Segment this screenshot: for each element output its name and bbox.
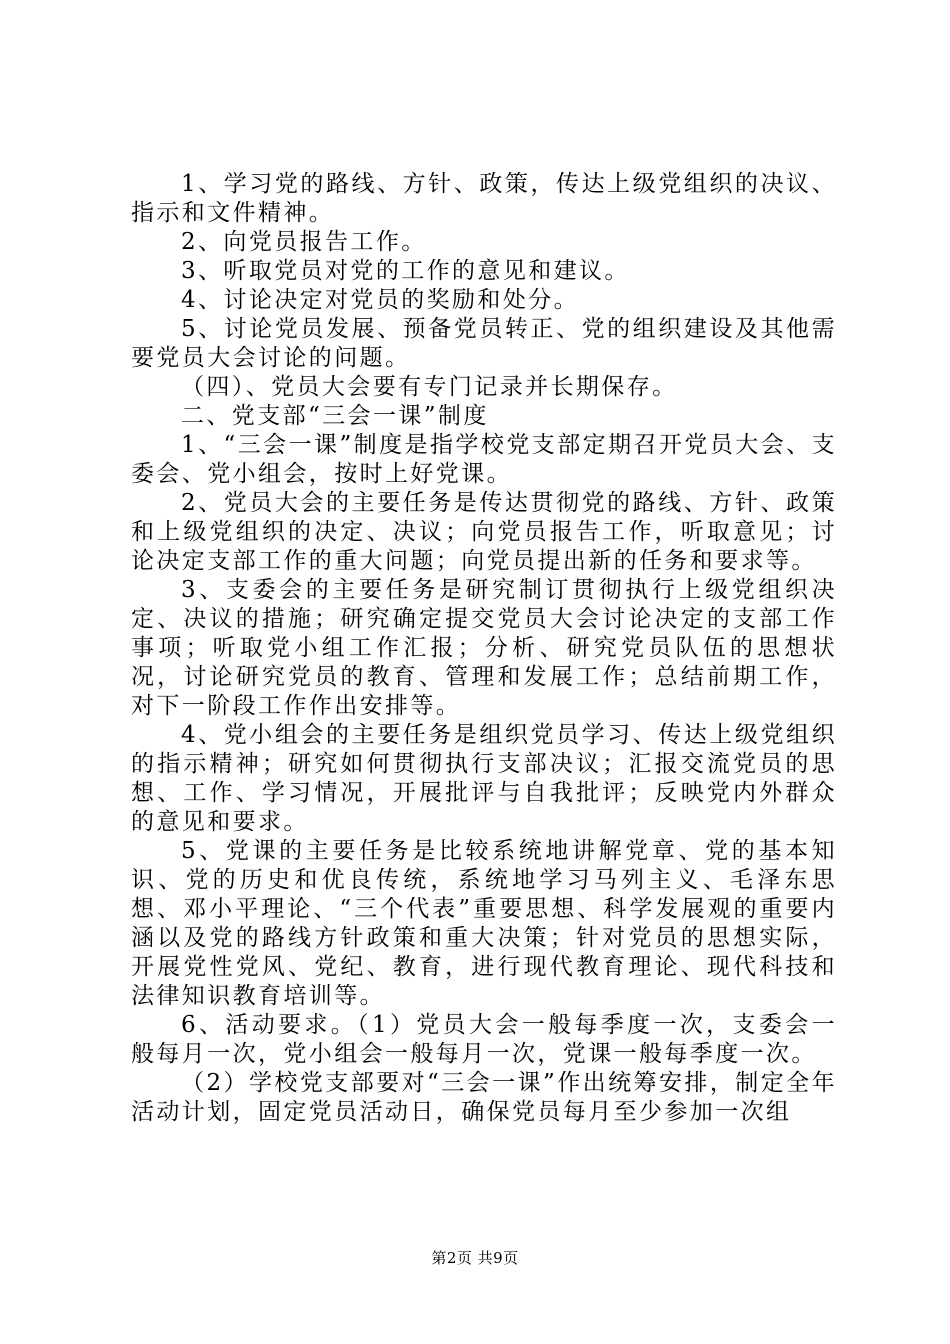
paragraph-11: 5、党课的主要任务是比较系统地讲解党章、党的基本知识、党的历史和优良传统，系统地学习马列主义、毛泽东思想、邓小平理论、“三个代表”重要思想、科学发展观的重要内涵以及党的路线方针政策和重大决策；针对党员的思想实际，开展党性党风、党纪、教育，进行现代教育理论、现代科技和法律知识教育培训等。: [131, 838, 837, 1009]
paragraph-3: 3、听取党员对党的工作的意见和建议。: [181, 258, 630, 284]
paragraph-4: 4、讨论决定对党员的奖励和处分。: [181, 287, 580, 313]
paragraph-10: 4、党小组会的主要任务是组织党员学习、传达上级党组织的指示精神；研究如何贯彻执行支部决议；汇报交流党员的思想、工作、学习情况，开展批评与自我批评；反映党内外群众的意见和要求。: [131, 722, 837, 835]
paragraph-8: 2、党员大会的主要任务是传达贯彻党的路线、方针、政策和上级党组织的决定、决议；向党员报告工作，听取意见；讨论决定支部工作的重大问题；向党员提出新的任务和要求等。: [131, 490, 837, 574]
page-footer: 第2页 共9页: [431, 1249, 519, 1267]
section-heading: 二、党支部“三会一课”制度: [181, 403, 489, 429]
paragraph-13: （2）学校党支部要对“三会一课”作出统筹安排，制定全年活动计划，固定党员活动日，确保党员每月至少参加一次组: [131, 1070, 837, 1125]
paragraph-12: 6、活动要求。（1）党员大会一般每季度一次，支委会一般每月一次，党小组会一般每月一次，党课一般每季度一次。: [131, 1012, 837, 1067]
paragraph-6: （四）、党员大会要有专门记录并长期保存。: [181, 374, 678, 400]
paragraph-5: 5、讨论党员发展、预备党员转正、党的组织建设及其他需要党员大会讨论的问题。: [131, 316, 837, 371]
paragraph-1: 1、学习党的路线、方针、政策，传达上级党组织的决议、指示和文件精神。: [131, 171, 837, 226]
document-body: [131, 170, 837, 1127]
paragraph-7: 1、“三会一课”制度是指学校党支部定期召开党员大会、支委会、党小组会，按时上好党课。: [131, 432, 837, 487]
paragraph-9: 3、支委会的主要任务是研究制订贯彻执行上级党组织决定、决议的措施；研究确定提交党员大会讨论决定的支部工作事项；听取党小组工作汇报；分析、研究党员队伍的思想状况，讨论研究党员的教育、管理和发展工作；总结前期工作，对下一阶段工作作出安排等。: [131, 577, 837, 719]
paragraph-2: 2、向党员报告工作。: [181, 229, 427, 255]
